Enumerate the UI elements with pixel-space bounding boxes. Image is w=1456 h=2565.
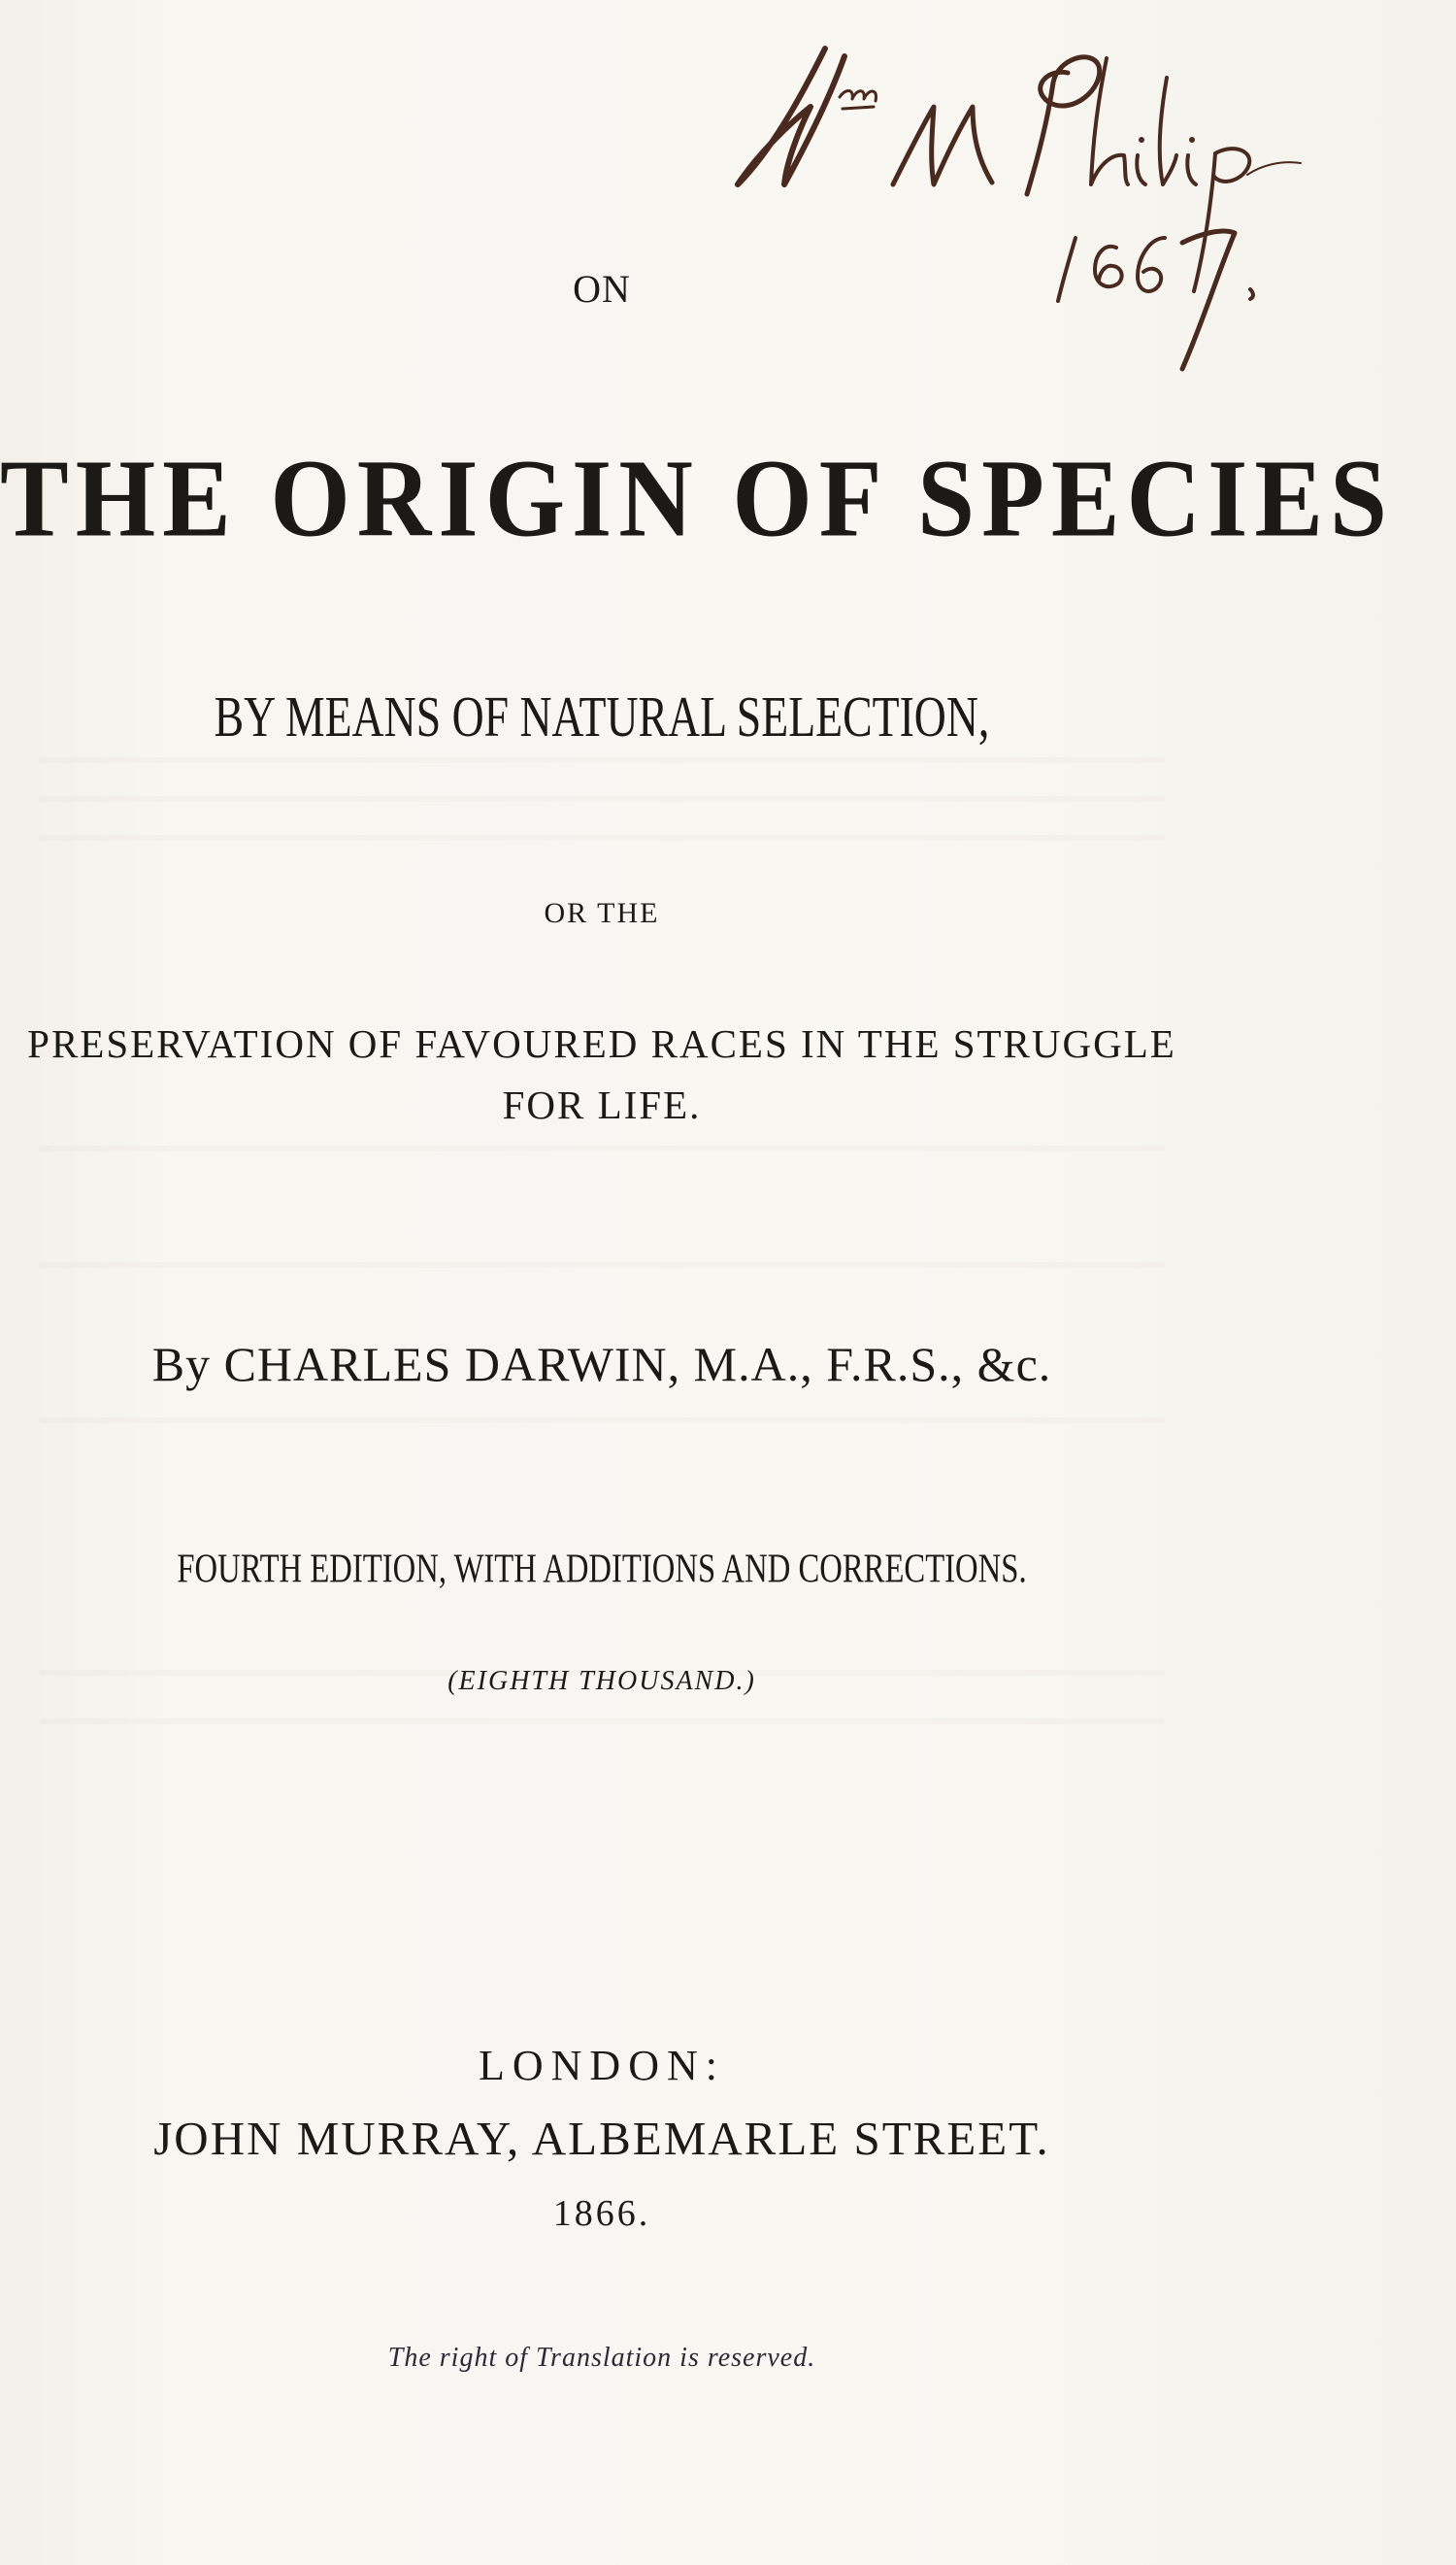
edition-line: FOURTH EDITION, WITH ADDITIONS AND CORRECTIONS. <box>177 1547 1027 1592</box>
imprint-city: LONDON: <box>479 2042 725 2089</box>
imprint-publisher: JOHN MURRAY, ALBEMARLE STREET. <box>153 2112 1050 2165</box>
show-through-line <box>39 1718 1165 1724</box>
subtitle-line-2: PRESERVATION OF FAVOURED RACES IN THE STRUGGLE <box>27 1021 1176 1066</box>
title-prefix: ON <box>573 267 631 311</box>
show-through-line <box>39 835 1165 841</box>
author-line: By CHARLES DARWIN, M.A., F.R.S., &c. <box>151 1337 1052 1391</box>
imprint-year: 1866. <box>552 2193 651 2234</box>
printing-note: (EIGHTH THOUSAND.) <box>447 1666 756 1696</box>
handwritten-inscription <box>718 39 1320 388</box>
subtitle-line-3: FOR LIFE. <box>502 1083 702 1127</box>
rights-notice: The right of Translation is reserved. <box>387 2343 816 2373</box>
show-through-line <box>39 1417 1165 1423</box>
show-through-line <box>39 1146 1165 1151</box>
show-through-line <box>39 796 1165 802</box>
show-through-line <box>39 757 1165 763</box>
subtitle-connector: OR THE <box>544 897 660 929</box>
page-title: THE ORIGIN OF SPECIES <box>0 437 1394 560</box>
show-through-line <box>39 1262 1165 1268</box>
subtitle-line-1: BY MEANS OF NATURAL SELECTION, <box>214 685 990 750</box>
